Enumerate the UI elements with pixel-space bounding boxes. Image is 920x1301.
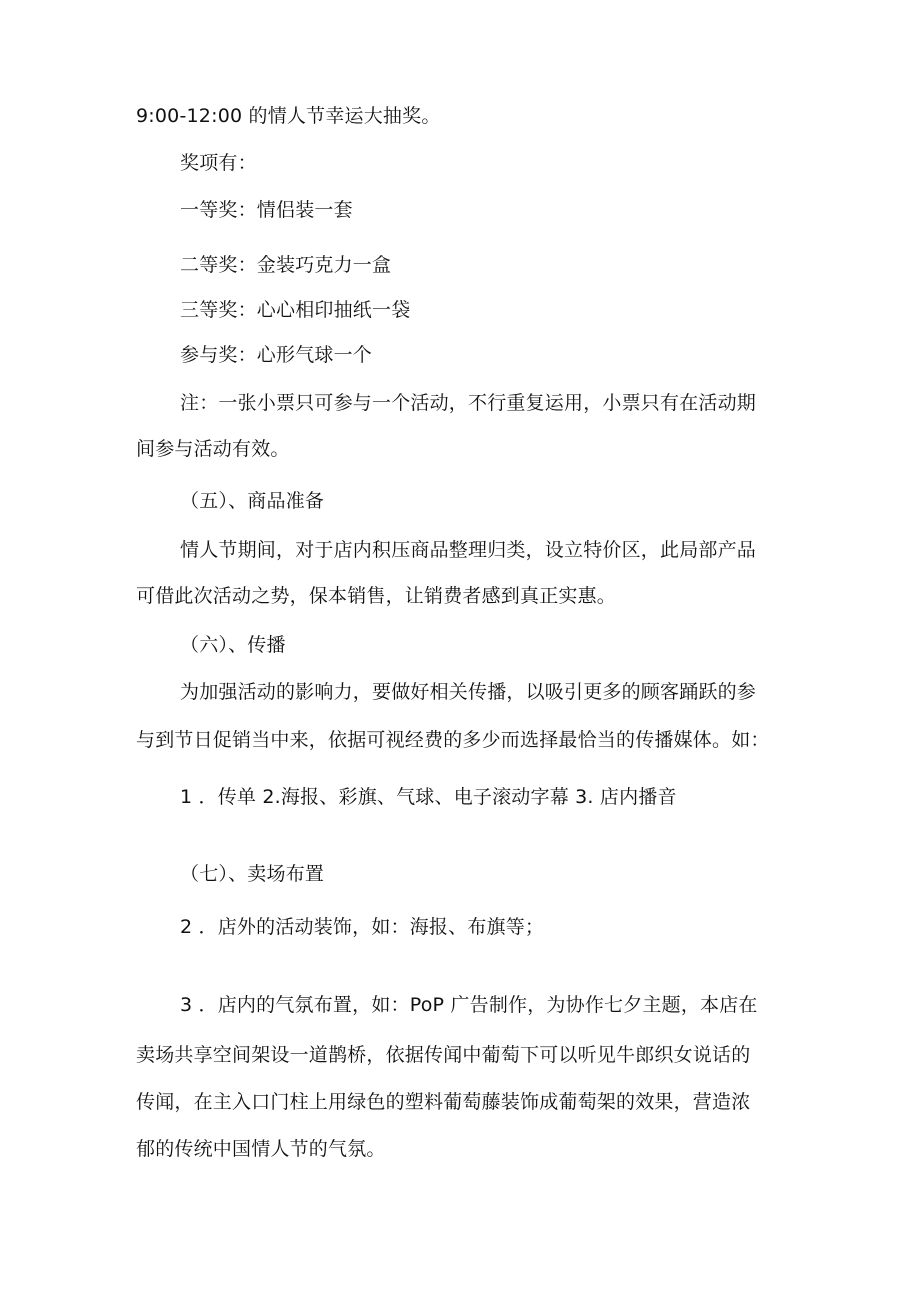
text-line-1: 9:00-12:00 的情人节幸运大抽奖。 (136, 105, 441, 127)
text-line-14: 与到节日促销当中来，依据可视经费的多少而选择最恰当的传播媒体。如： (136, 729, 770, 751)
text-line-20: 传闻，在主入口门柱上用绿色的塑料葡萄藤装饰成葡萄架的效果，营造浓 (136, 1091, 751, 1113)
text-line-5: 三等奖：心心相印抽纸一袋 (180, 299, 411, 321)
text-line-12: （六）、传播 (180, 634, 286, 656)
text-line-17: 2 ．店外的活动装饰，如：海报、布旗等； (180, 916, 545, 938)
text-line-18: 3 ．店内的气氛布置，如：PoP 广告制作，为协作七夕主题，本店在 (180, 994, 758, 1016)
text-line-8: 间参与活动有效。 (136, 438, 290, 460)
text-line-19: 卖场共享空间架设一道鹊桥，依据传闻中葡萄下可以听见牛郎织女说话的 (136, 1044, 751, 1066)
text-line-9: （五）、商品准备 (180, 490, 325, 512)
text-line-16: （七）、卖场布置 (180, 863, 325, 885)
text-line-11: 可借此次活动之势，保本销售，让销费者感到真正实惠。 (136, 585, 617, 607)
text-line-2: 奖项有： (180, 152, 257, 174)
text-line-4: 二等奖：金装巧克力一盒 (180, 254, 392, 276)
text-line-21: 郁的传统中国情人节的气氛。 (136, 1138, 386, 1160)
text-line-15: 1 ．传单 2.海报、彩旗、气球、电子滚动字幕 3. 店内播音 (180, 786, 677, 808)
text-line-3: 一等奖：情侣装一套 (180, 199, 353, 221)
text-line-6: 参与奖：心形气球一个 (180, 344, 373, 366)
text-line-10: 情人节期间，对于店内积压商品整理归类，设立特价区，此局部产品 (180, 539, 757, 561)
text-line-7: 注：一张小票只可参与一个活动，不行重复运用，小票只有在活动期 (180, 392, 757, 414)
text-line-13: 为加强活动的影响力，要做好相关传播，以吸引更多的顾客踊跃的参 (180, 681, 757, 703)
